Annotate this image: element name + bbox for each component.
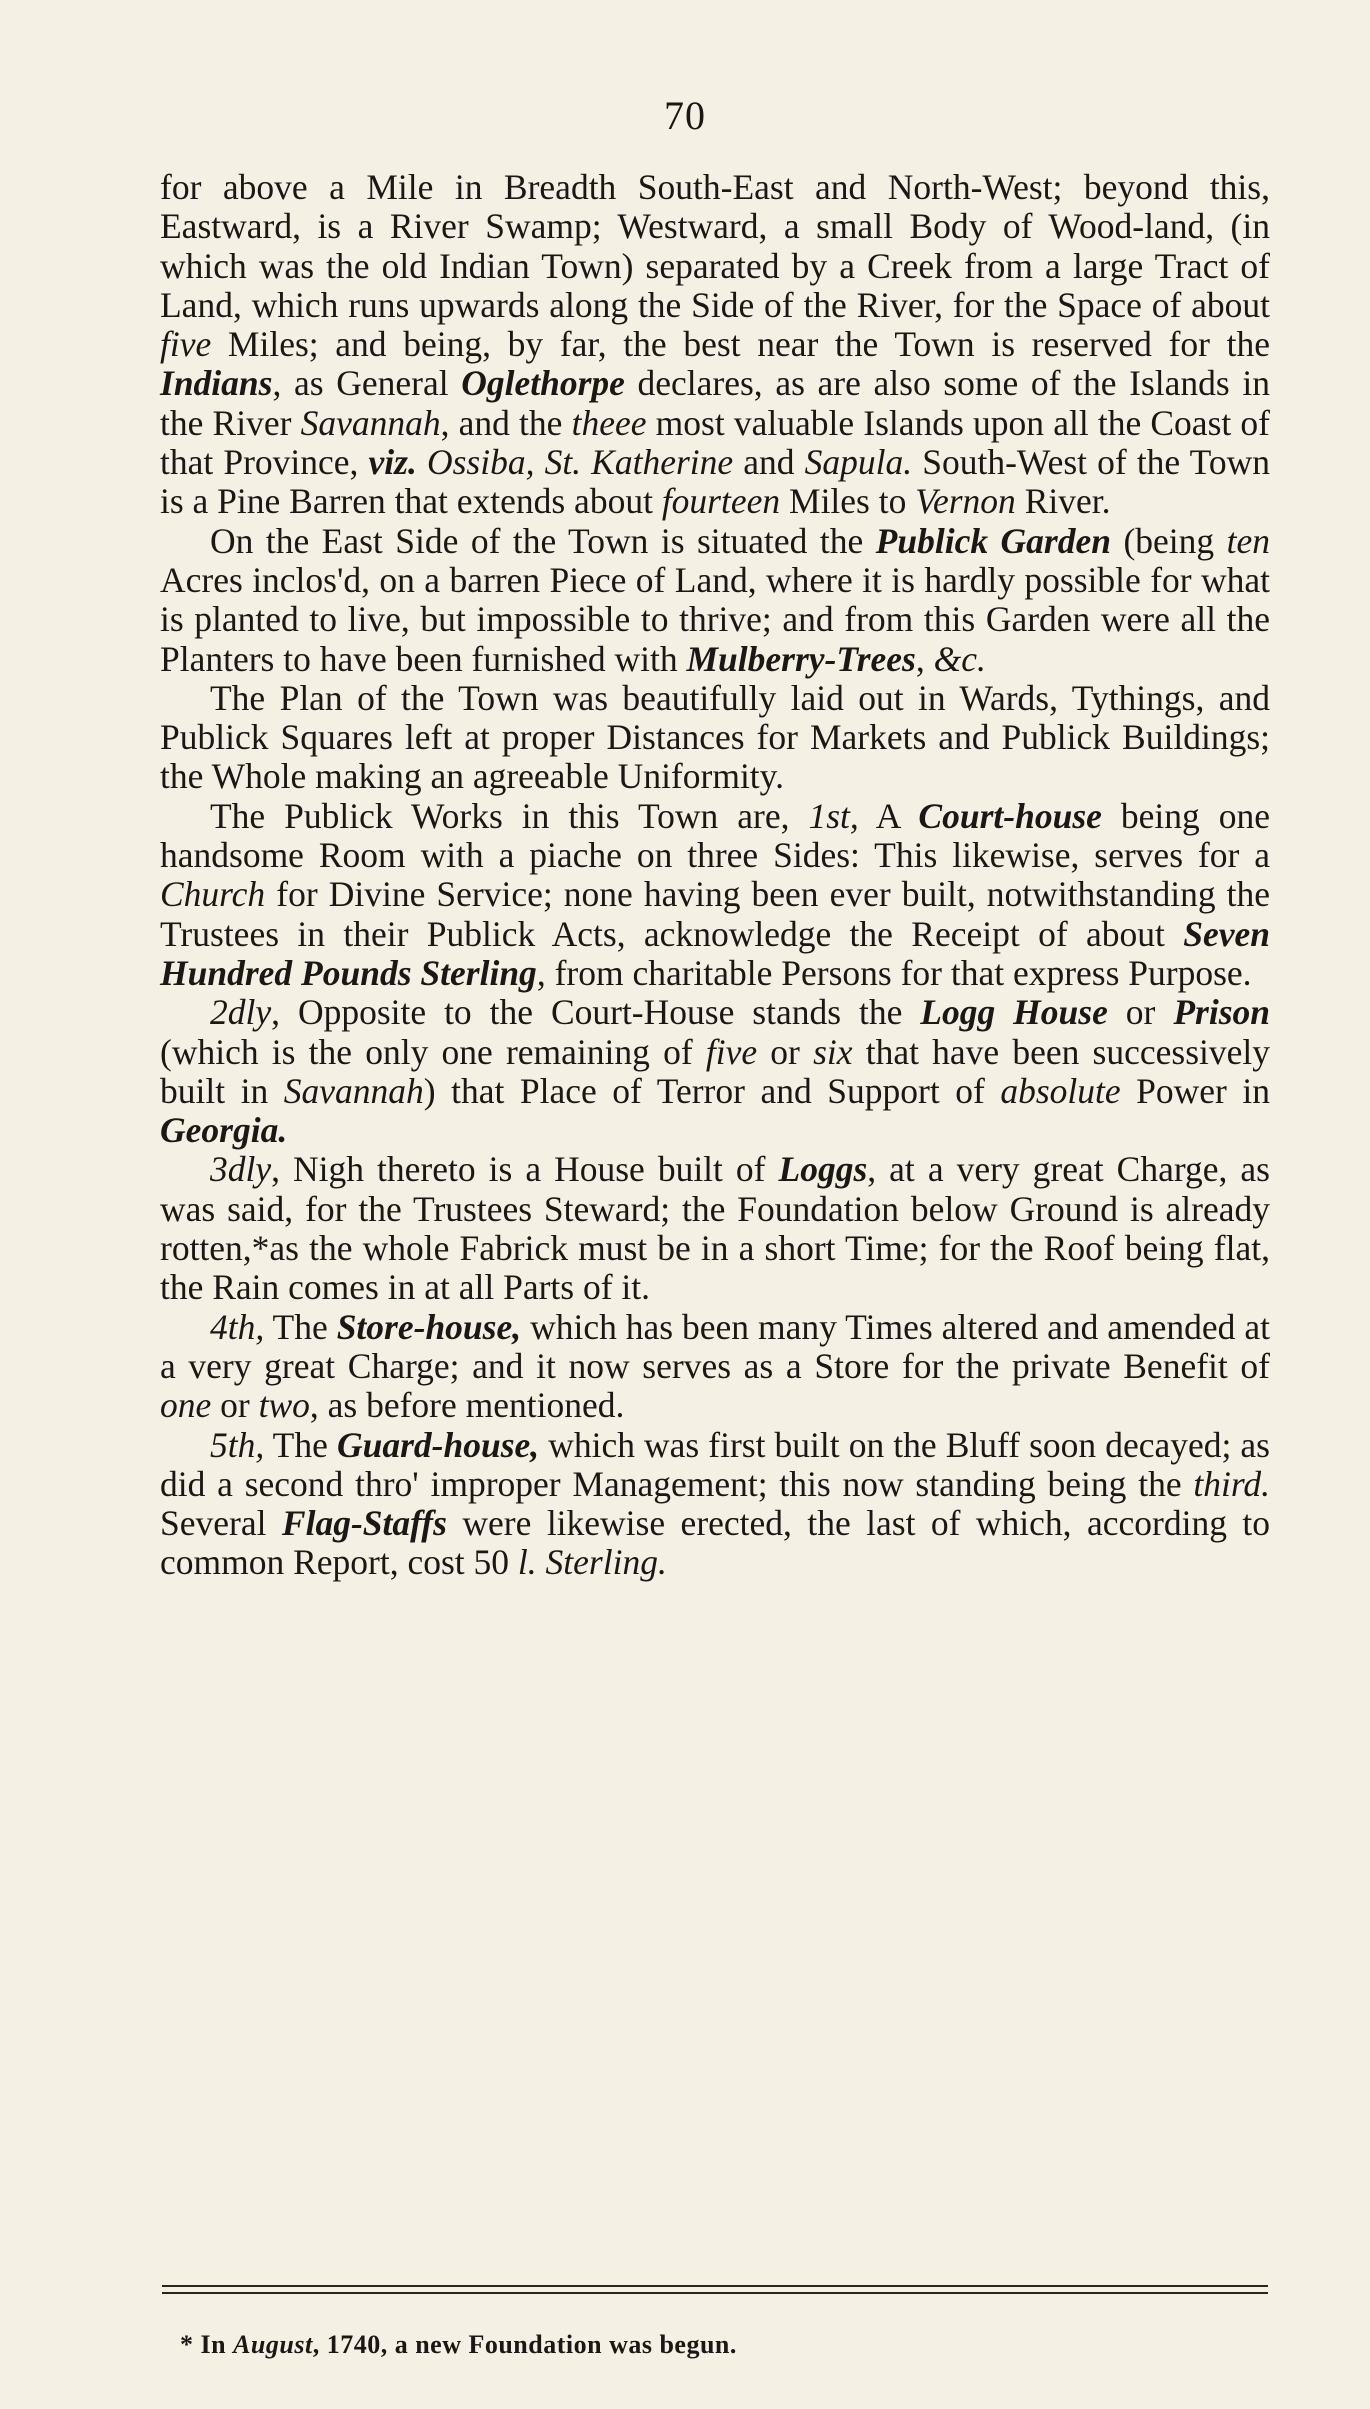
text-run: l. Sterling.: [517, 1542, 667, 1583]
text-run: , as General: [272, 363, 462, 404]
text-run: Georgia.: [160, 1110, 288, 1151]
text-run: &c.: [933, 638, 986, 679]
paragraph: [160, 1426, 1270, 1583]
text-run: Prison: [1173, 992, 1270, 1033]
text-run: The Publick Works in this Town are,: [210, 795, 809, 836]
text-run: that have been successively built in: [160, 1031, 1270, 1111]
paragraph: [160, 1150, 1270, 1307]
text-run: 5th,: [210, 1424, 265, 1465]
text-run: Store-house,: [336, 1306, 522, 1347]
text-run: Power in: [1120, 1070, 1271, 1111]
text-run: were likewise erected, the last of which, according to common Report, cost 50: [160, 1503, 1270, 1583]
paragraph: [160, 993, 1270, 1150]
text-run: 3dly: [210, 1149, 272, 1190]
text-run: Ossiba, St. Katherine: [426, 442, 734, 483]
text-run: Vernon: [915, 481, 1016, 522]
footnote-mark: * In: [180, 2330, 234, 2359]
text-run: 2dly: [210, 992, 272, 1033]
text-run: which was first built on the Bluff soon decayed; as did a second thro' improper Management; this now standing being the: [160, 1424, 1270, 1504]
text-run: theee: [571, 402, 647, 443]
paragraph: [160, 679, 1270, 797]
text-run: The: [264, 1306, 337, 1347]
text-run: and: [733, 442, 805, 483]
text-run: Publick Garden: [875, 520, 1111, 561]
text-run: ,: [915, 638, 934, 679]
text-run: , Nigh thereto is a House built of: [271, 1149, 779, 1190]
footnote-divider: [162, 2285, 1268, 2287]
text-run: Miles to: [780, 481, 916, 522]
text-run: Flag-Staffs: [281, 1503, 447, 1544]
text-run: five: [160, 324, 212, 365]
text-run: for Divine Service; none having been ever built, notwithstanding the Trustees in their Publick Acts, acknowledge the Receipt of about: [160, 874, 1270, 954]
text-run: Loggs: [778, 1149, 868, 1190]
text-run: Sapula.: [804, 442, 913, 483]
paragraph: [160, 797, 1270, 993]
text-run: most valuable Islands upon all the Coast of that Province,: [160, 402, 1270, 483]
text-run: Church: [160, 874, 266, 915]
text-run: six: [813, 1031, 853, 1072]
text-run: (which is the only one remaining of: [160, 1031, 706, 1072]
text-run: , from charitable Persons for that express Purpose.: [536, 952, 1252, 993]
page-number: 70: [664, 93, 706, 138]
text-run: Logg House: [920, 992, 1108, 1033]
text-run: The: [264, 1424, 337, 1465]
text-run: or: [757, 1031, 814, 1072]
text-run: The Plan of the Town was beautifully laid out in Wards, Tythings, and Publick Squares left at proper Distances for Markets and Publick Buildings; the Whole making an agreeable Uniformity.: [160, 677, 1270, 797]
text-run: Mulberry-Trees: [686, 638, 916, 679]
text-run: , and the: [440, 402, 572, 443]
footnote-divider: [162, 2292, 1268, 2294]
text-run: third.: [1193, 1463, 1270, 1504]
text-run: ) that Place of Terror and Support of: [423, 1070, 1001, 1111]
text-run: (being: [1111, 520, 1227, 561]
text-run: Savannah: [300, 402, 441, 443]
text-run: Indians: [160, 363, 273, 404]
text-run: or: [211, 1385, 259, 1426]
text-run: declares, as are also some of the Islands in the River: [160, 363, 1270, 443]
text-run: or: [1107, 992, 1174, 1033]
text-run: which has been many Times altered and amended at a very great Charge; and it now serves as a Store for the private Benefit of: [160, 1306, 1270, 1386]
paragraph: [160, 1308, 1270, 1426]
text-run: Savannah: [283, 1070, 424, 1111]
paragraph: [160, 522, 1270, 679]
text-run: River.: [1015, 481, 1111, 522]
text-run: being one handsome Room with a piache on three Sides: This likewise, serves for a: [160, 795, 1270, 876]
text-run: Acres inclos'd, on a barren Piece of Land, where it is hardly possible for what is planted to live, but impossible to thrive; and from this Garden were all the Planters to have been furnished with: [160, 559, 1270, 679]
text-run: , Opposite to the Court-House stands the: [271, 992, 921, 1033]
footnote-text: , 1740, a new Foundation was begun.: [312, 2330, 737, 2359]
text-run: Oglethorpe: [461, 363, 625, 404]
body-text: [160, 168, 1270, 1583]
text-run: [417, 442, 427, 482]
text-run: 1st,: [808, 795, 859, 836]
text-run: Guard-house,: [336, 1424, 540, 1465]
paragraph: [160, 168, 1270, 522]
text-run: , at a very great Charge, as was said, for the Trustees Steward; the Foundation below Ground is already rotten,*as the whole Fabrick must be in a short Time; for the Roof being flat, the Rain comes in at all Parts of it.: [160, 1149, 1270, 1308]
footnote: [180, 2330, 1180, 2360]
text-run: ten: [1226, 520, 1270, 561]
text-run: South-West of the Town is a Pine Barren that extends about: [160, 442, 1270, 522]
footnote-place: August: [233, 2330, 313, 2359]
text-run: fourteen: [661, 481, 781, 522]
text-run: On the East Side of the Town is situated the: [210, 520, 876, 561]
text-run: Seven Hundred Pounds Sterling: [160, 913, 1270, 993]
text-run: A: [858, 795, 919, 836]
text-run: Miles; and being, by far, the best near the Town is reserved for the: [211, 324, 1270, 365]
text-run: absolute: [1000, 1070, 1121, 1111]
text-run: for above a Mile in Breadth South-East and North-West; beyond this, Eastward, is a River Swamp; Westward, a small Body of Wood-land, (in which was the old Indian Town) separated by a Creek from a large Tract of Land, which runs upwards along the Side of the River, for the Space of about: [160, 167, 1270, 325]
text-run: 4th,: [210, 1306, 265, 1347]
text-run: , as before mentioned.: [309, 1385, 625, 1426]
text-run: viz.: [368, 442, 417, 483]
text-run: two: [258, 1385, 310, 1426]
text-run: Several: [160, 1503, 282, 1544]
text-run: one: [160, 1385, 212, 1426]
text-run: Court-house: [918, 795, 1102, 836]
text-run: five: [705, 1031, 758, 1072]
